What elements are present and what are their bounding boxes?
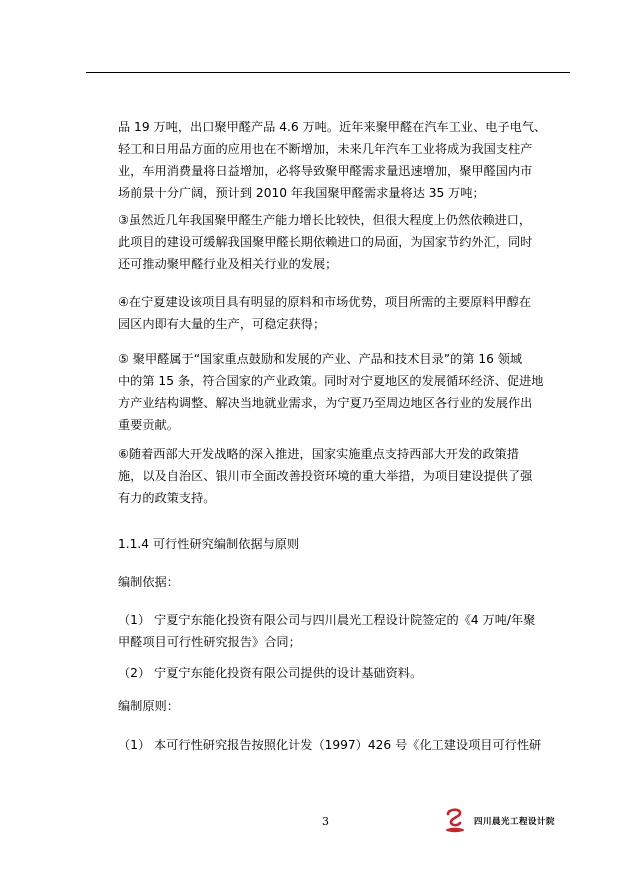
basis-label-text: 编制依据：: [118, 575, 179, 589]
text-line: 有力的政策支持。: [118, 491, 216, 505]
text-line: 施，以及自治区、银川市全面改善投资环境的重大举措，为项目建设提供了强: [118, 469, 533, 483]
text-line: 中的第 15 条，符合国家的产业政策。同时对宁夏地区的发展循环经济、促进地: [118, 374, 544, 388]
text-line: 品 19 万吨，出口聚甲醛产品 4.6 万吨。近年来聚甲醛在汽车工业、电子电气、: [118, 120, 547, 134]
text-line: 轻工和日用品方面的应用也在不断增加，未来几年汽车工业将成为我国支柱产: [118, 142, 533, 156]
paragraph-import-substitution: [118, 209, 558, 275]
basis-label: [118, 571, 558, 593]
text-line: ③虽然近几年我国聚甲醛生产能力增长比较快，但很大程度上仍然依赖进口，: [118, 213, 532, 227]
text-line: （2） 宁夏宁东能化投资有限公司提供的设计基础资料。: [118, 666, 423, 680]
text-line: ⑤ 聚甲醛属于“国家重点鼓励和发展的产业、产品和技术目录”的第 16 领域: [118, 352, 523, 366]
paragraph-western-development: [118, 443, 558, 509]
principle-item-1: [118, 734, 558, 756]
section-heading: [118, 533, 558, 555]
paragraph-market-outlook: [118, 116, 558, 204]
text-line: （1） 本可行性研究报告按照化计发（1997）426 号《化工建设项目可行性研: [118, 738, 542, 752]
text-line: 甲醛项目可行性研究报告》合同；: [118, 635, 301, 649]
page-number: 3: [322, 815, 329, 828]
text-line: 重要贡献。: [118, 418, 179, 432]
principle-label-text: 编制原则：: [118, 699, 179, 713]
section-heading-text: 1.1.4 可行性研究编制依据与原则: [118, 537, 300, 551]
text-line: 场前景十分广阔，预计到 2010 年我国聚甲醛需求量将达 35 万吨；: [118, 186, 485, 200]
text-line: 此项目的建设可缓解我国聚甲醛长期依赖进口的局面，为国家节约外汇，同时: [118, 235, 533, 249]
text-line: 园区内即有大量的生产，可稳定获得；: [118, 317, 326, 331]
company-logo-icon: [444, 807, 466, 833]
principle-label: [118, 695, 558, 717]
text-line: （1） 宁夏宁东能化投资有限公司与四川晨光工程设计院签定的《4 万吨/年聚: [118, 613, 536, 627]
header-rule: [86, 72, 570, 73]
text-line: ⑥随着西部大开发战略的深入推进，国家实施重点支持西部大开发的政策措: [118, 447, 519, 461]
basis-item-2: [118, 662, 558, 684]
text-line: 方产业结构调整、解决当地就业需求，为宁夏乃至周边地区各行业的发展作出: [118, 396, 533, 410]
text-line: 还可推动聚甲醛行业及相关行业的发展；: [118, 257, 338, 271]
paragraph-location-advantage: [118, 291, 558, 335]
basis-item-1: [118, 609, 558, 653]
company-name: 四川晨光工程设计院: [474, 817, 556, 827]
text-line: 业，车用消费量将日益增加，必将导致聚甲醛需求量迅速增加，聚甲醛国内市: [118, 164, 533, 178]
text-line: ④在宁夏建设该项目具有明显的原料和市场优势，项目所需的主要原料甲醇在: [118, 295, 532, 309]
paragraph-industrial-policy: [118, 348, 558, 436]
